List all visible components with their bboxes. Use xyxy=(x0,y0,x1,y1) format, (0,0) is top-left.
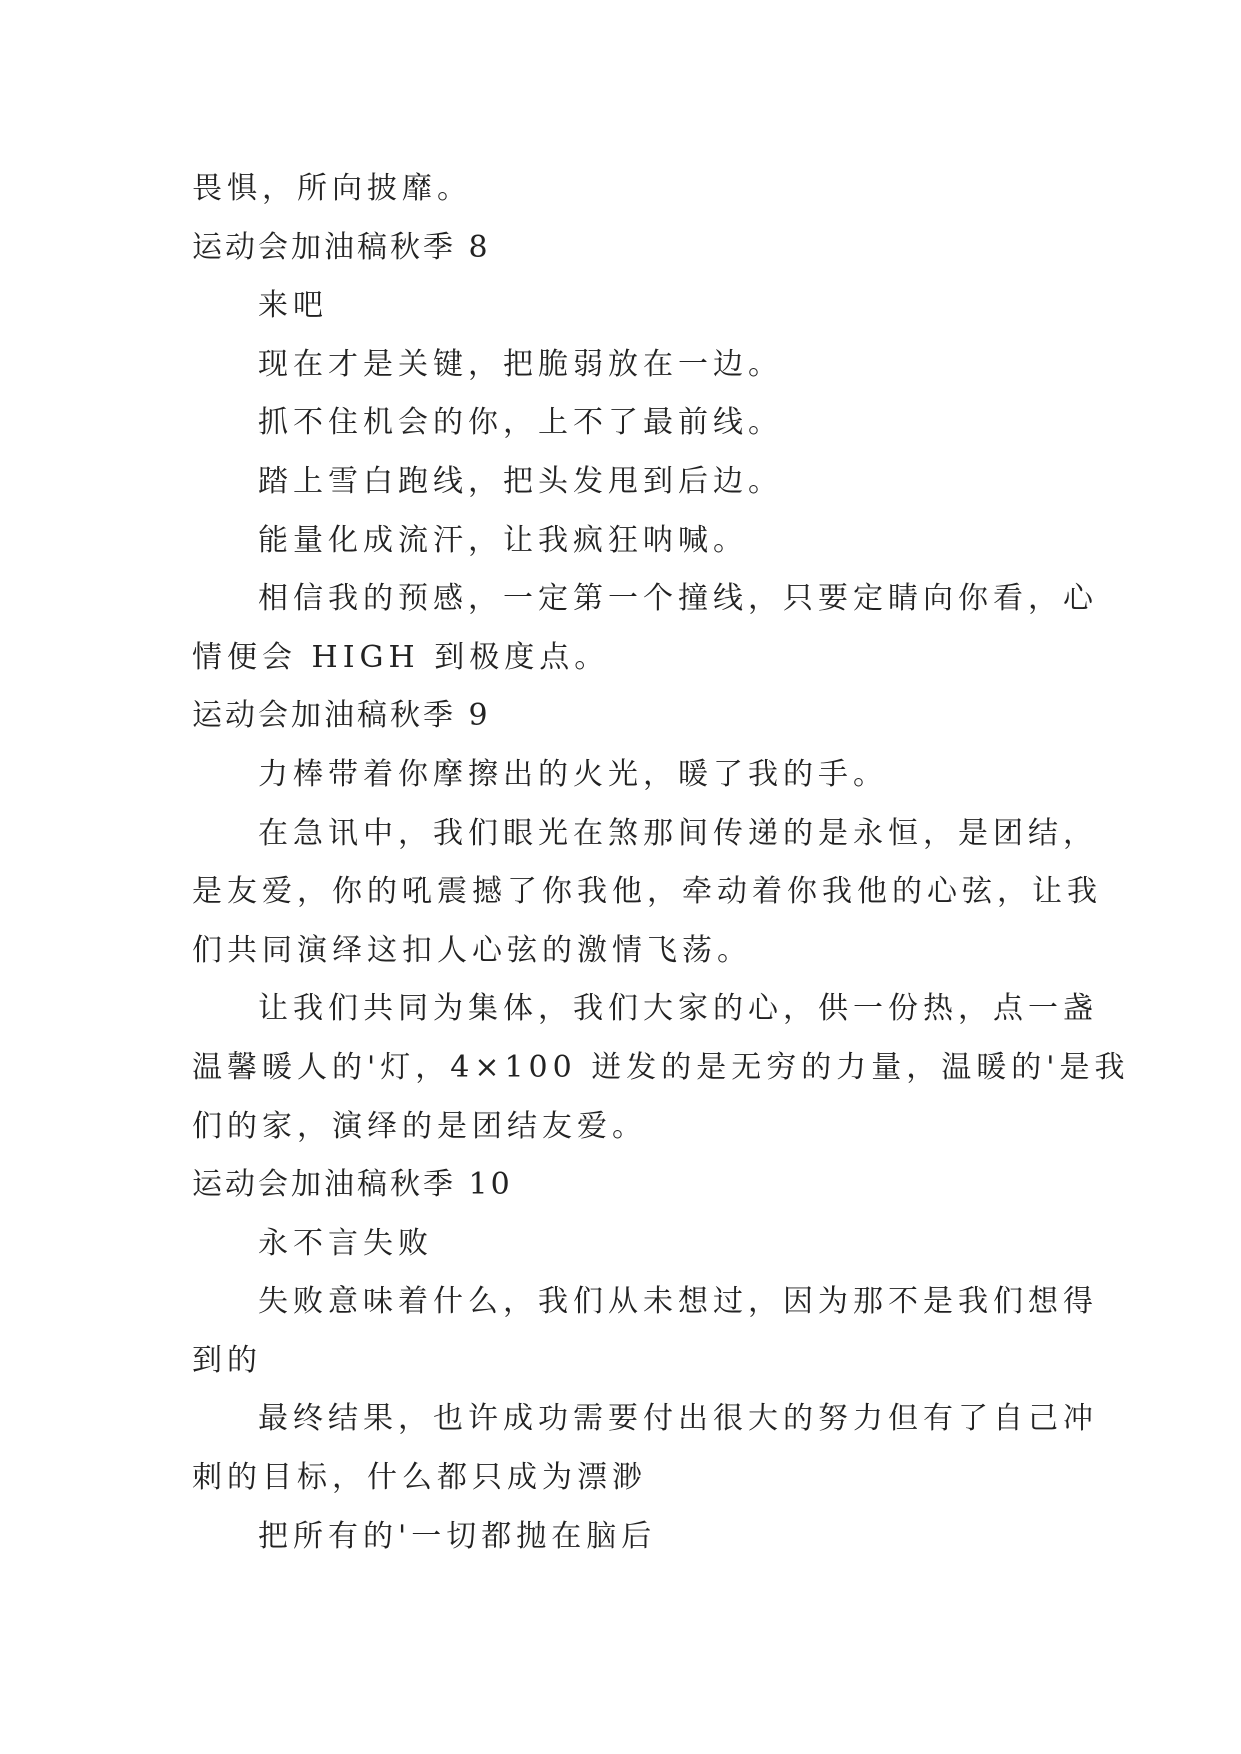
text-line: 来吧 xyxy=(258,288,328,324)
text-line: 畏惧，所向披靡。 xyxy=(192,171,472,206)
text-line: 到的 xyxy=(192,1342,262,1378)
text-line: 把所有的'一切都抛在脑后 xyxy=(258,1518,657,1554)
text-line: 在急讯中，我们眼光在煞那间传递的是永恒，是团结， xyxy=(258,815,1098,851)
section-heading: 运动会加油稿秋季 8 xyxy=(192,229,491,265)
section-heading: 运动会加油稿秋季 10 xyxy=(192,1167,513,1203)
text-line: 温馨暖人的'灯，4×100 迸发的是无穷的力量，温暖的'是我 xyxy=(192,1049,1130,1085)
text-line: 相信我的预感，一定第一个撞线，只要定睛向你看，心 xyxy=(258,581,1098,617)
text-line: 情便会 HIGH 到极度点。 xyxy=(192,639,610,675)
text-line: 力棒带着你摩擦出的火光，暖了我的手。 xyxy=(258,756,888,792)
text-line: 最终结果，也许成功需要付出很大的努力但有了自己冲 xyxy=(258,1401,1098,1437)
text-line: 是友爱，你的吼震撼了你我他，牵动着你我他的心弦，让我 xyxy=(192,874,1102,910)
text-line: 刺的目标，什么都只成为漂渺 xyxy=(192,1460,647,1496)
text-line: 们的家，演绎的是团结友爱。 xyxy=(192,1108,647,1144)
text-line: 能量化成流汗，让我疯狂呐喊。 xyxy=(258,522,748,558)
text-line: 现在才是关键，把脆弱放在一边。 xyxy=(258,346,783,382)
text-line: 踏上雪白跑线，把头发甩到后边。 xyxy=(258,463,783,499)
section-heading: 运动会加油稿秋季 9 xyxy=(192,698,491,734)
text-line: 抓不住机会的你，上不了最前线。 xyxy=(258,405,783,441)
text-line: 永不言失败 xyxy=(258,1225,433,1261)
text-line: 失败意味着什么，我们从未想过，因为那不是我们想得 xyxy=(258,1284,1098,1320)
text-line: 们共同演绎这扣人心弦的激情飞荡。 xyxy=(192,932,752,968)
text-line: 让我们共同为集体，我们大家的心，供一份热，点一盏 xyxy=(258,991,1098,1027)
document-body xyxy=(192,160,1130,1566)
